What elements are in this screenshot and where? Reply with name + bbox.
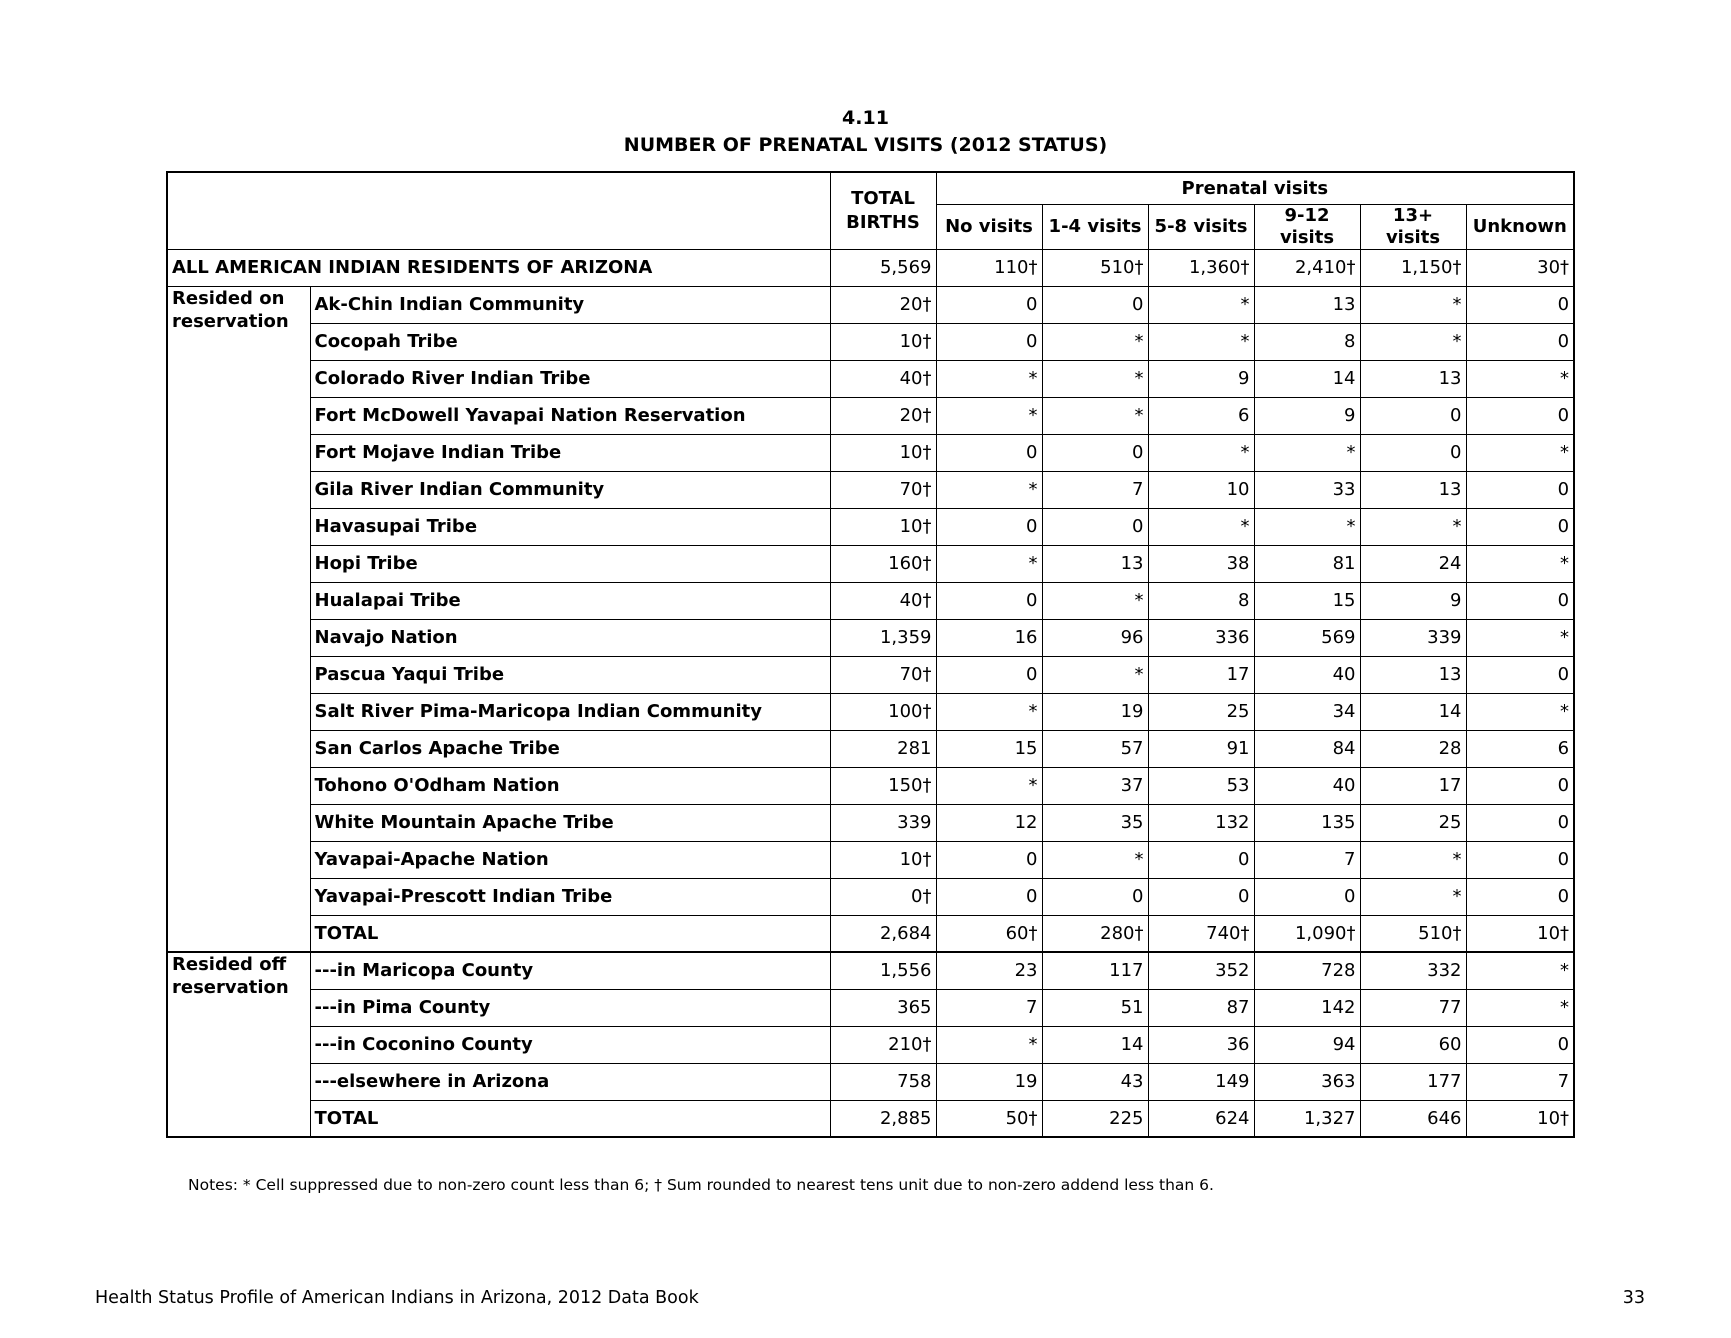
row-label: TOTAL — [310, 915, 830, 952]
table-cell: 7 — [1466, 1063, 1574, 1100]
table-cell: 24 — [1360, 545, 1466, 582]
header-col-3: 9-12 visits — [1254, 204, 1360, 249]
row-label: Tohono O'Odham Nation — [310, 767, 830, 804]
table-cell: 9 — [1360, 582, 1466, 619]
row-label: ---in Coconino County — [310, 1026, 830, 1063]
row-label: Fort McDowell Yavapai Nation Reservation — [310, 397, 830, 434]
table-cell: 100† — [830, 693, 936, 730]
table-cell: 142 — [1254, 989, 1360, 1026]
row-label: ---in Pima County — [310, 989, 830, 1026]
table-row — [167, 1026, 1574, 1063]
table-cell: 0 — [1466, 878, 1574, 915]
table-row — [167, 323, 1574, 360]
table-cell: 0 — [1466, 841, 1574, 878]
table-number: 4.11 — [842, 107, 889, 129]
row-label: White Mountain Apache Tribe — [310, 804, 830, 841]
prenatal-visits-table — [166, 171, 1575, 1138]
table-cell: * — [1466, 434, 1574, 471]
table-cell: 43 — [1042, 1063, 1148, 1100]
table-cell: * — [1360, 508, 1466, 545]
table-cell: 19 — [1042, 693, 1148, 730]
table-cell: 110† — [936, 249, 1042, 286]
header-blank — [167, 172, 830, 249]
table-cell: 7 — [1254, 841, 1360, 878]
table-cell: 10† — [830, 434, 936, 471]
table-cell: 1,359 — [830, 619, 936, 656]
table-cell: 510† — [1360, 915, 1466, 952]
table-cell: 0 — [1148, 878, 1254, 915]
table-cell: 2,885 — [830, 1100, 936, 1137]
table-cell: 1,150† — [1360, 249, 1466, 286]
table-cell: 0 — [1466, 767, 1574, 804]
table-cell: * — [1254, 508, 1360, 545]
table-cell: 0 — [936, 582, 1042, 619]
row-label: Salt River Pima-Maricopa Indian Community — [310, 693, 830, 730]
table-cell: * — [1466, 693, 1574, 730]
table-cell: 7 — [1042, 471, 1148, 508]
table-cell: 5,569 — [830, 249, 936, 286]
table-cell: 34 — [1254, 693, 1360, 730]
table-cell: 23 — [936, 952, 1042, 989]
table-row — [167, 767, 1574, 804]
table-cell: 40† — [830, 360, 936, 397]
group-label: Resided off reservation — [167, 952, 310, 1137]
table-cell: * — [936, 360, 1042, 397]
row-label: Hualapai Tribe — [310, 582, 830, 619]
table-cell: 150† — [830, 767, 936, 804]
header-col-2: 5-8 visits — [1148, 204, 1254, 249]
table-cell: 51 — [1042, 989, 1148, 1026]
table-cell: * — [1148, 508, 1254, 545]
table-cell: * — [1360, 286, 1466, 323]
table-row — [167, 878, 1574, 915]
row-label: Hopi Tribe — [310, 545, 830, 582]
table-cell: 10† — [1466, 1100, 1574, 1137]
table-cell: 0 — [936, 508, 1042, 545]
table-cell: * — [1466, 989, 1574, 1026]
row-label: Pascua Yaqui Tribe — [310, 656, 830, 693]
table-cell: 77 — [1360, 989, 1466, 1026]
table-cell: * — [1042, 656, 1148, 693]
table-cell: 15 — [936, 730, 1042, 767]
table-cell: 10 — [1148, 471, 1254, 508]
table-cell: 10† — [1466, 915, 1574, 952]
table-cell: 0 — [1466, 656, 1574, 693]
table-title — [0, 105, 1731, 159]
table-cell: 0 — [1466, 286, 1574, 323]
table-cell: 740† — [1148, 915, 1254, 952]
table-cell: 17 — [1360, 767, 1466, 804]
table-cell: 2,410† — [1254, 249, 1360, 286]
table-cell: 0 — [936, 286, 1042, 323]
table-cell: 91 — [1148, 730, 1254, 767]
table-cell: 177 — [1360, 1063, 1466, 1100]
table-cell: 0 — [1466, 397, 1574, 434]
header-total-births: TOTAL BIRTHS — [830, 172, 936, 249]
header-col-4: 13+ visits — [1360, 204, 1466, 249]
table-cell: 70† — [830, 471, 936, 508]
table-cell: 84 — [1254, 730, 1360, 767]
table-cell: 728 — [1254, 952, 1360, 989]
table-cell: 149 — [1148, 1063, 1254, 1100]
table-cell: * — [1466, 619, 1574, 656]
table-cell: * — [1360, 323, 1466, 360]
table-cell: 117 — [1042, 952, 1148, 989]
table-cell: 0 — [1042, 434, 1148, 471]
table-cell: 624 — [1148, 1100, 1254, 1137]
row-label: ---elsewhere in Arizona — [310, 1063, 830, 1100]
table-cell: 160† — [830, 545, 936, 582]
table-cell: * — [1148, 323, 1254, 360]
table-cell: 57 — [1042, 730, 1148, 767]
table-cell: 70† — [830, 656, 936, 693]
row-label: Havasupai Tribe — [310, 508, 830, 545]
table-cell: * — [936, 397, 1042, 434]
table-cell: * — [936, 693, 1042, 730]
table-cell: 281 — [830, 730, 936, 767]
table-cell: 17 — [1148, 656, 1254, 693]
table-cell: 0 — [1466, 471, 1574, 508]
table-cell: 38 — [1148, 545, 1254, 582]
table-cell: 0 — [1466, 1026, 1574, 1063]
table-cell: 0 — [1042, 286, 1148, 323]
table-cell: 9 — [1254, 397, 1360, 434]
table-cell: 280† — [1042, 915, 1148, 952]
table-cell: 81 — [1254, 545, 1360, 582]
table-notes: Notes: * Cell suppressed due to non-zero count less than 6; † Sum rounded to nearest tens unit due to non-zero addend less than 6. — [188, 1176, 1214, 1194]
table-cell: 0 — [1042, 508, 1148, 545]
table-cell: 13 — [1254, 286, 1360, 323]
table-cell: * — [1042, 582, 1148, 619]
table-cell: 646 — [1360, 1100, 1466, 1137]
table-cell: * — [1148, 434, 1254, 471]
table-cell: 87 — [1148, 989, 1254, 1026]
header-col-5: Unknown — [1466, 204, 1574, 249]
table-cell: * — [936, 1026, 1042, 1063]
table-cell: * — [1042, 360, 1148, 397]
table-cell: 8 — [1148, 582, 1254, 619]
table-cell: 0 — [936, 878, 1042, 915]
table-row — [167, 1063, 1574, 1100]
header-col-1: 1-4 visits — [1042, 204, 1148, 249]
table-cell: * — [1042, 397, 1148, 434]
table-cell: 14 — [1042, 1026, 1148, 1063]
table-cell: * — [1148, 286, 1254, 323]
header-col-0: No visits — [936, 204, 1042, 249]
table-cell: 12 — [936, 804, 1042, 841]
table-cell: 60† — [936, 915, 1042, 952]
row-label: San Carlos Apache Tribe — [310, 730, 830, 767]
table-row — [167, 841, 1574, 878]
table-cell: 14 — [1360, 693, 1466, 730]
row-label: Gila River Indian Community — [310, 471, 830, 508]
row-label: TOTAL — [310, 1100, 830, 1137]
table-row — [167, 582, 1574, 619]
table-cell: 2,684 — [830, 915, 936, 952]
table-row — [167, 434, 1574, 471]
table-cell: 1,556 — [830, 952, 936, 989]
table-cell: 13 — [1360, 360, 1466, 397]
table-cell: 758 — [830, 1063, 936, 1100]
table-cell: 10† — [830, 323, 936, 360]
table-cell: 339 — [830, 804, 936, 841]
table-cell: 210† — [830, 1026, 936, 1063]
page-number: 33 — [1622, 1288, 1645, 1308]
table-cell: 13 — [1042, 545, 1148, 582]
row-label: Navajo Nation — [310, 619, 830, 656]
table-cell: 25 — [1148, 693, 1254, 730]
table-row — [167, 545, 1574, 582]
table-cell: 0 — [1148, 841, 1254, 878]
table-cell: 20† — [830, 397, 936, 434]
table-cell: * — [1254, 434, 1360, 471]
table-cell: * — [936, 767, 1042, 804]
table-cell: 10† — [830, 841, 936, 878]
table-cell: 0 — [936, 323, 1042, 360]
table-cell: 28 — [1360, 730, 1466, 767]
table-row — [167, 989, 1574, 1026]
row-label: ALL AMERICAN INDIAN RESIDENTS OF ARIZONA — [167, 249, 830, 286]
table-cell: * — [1360, 878, 1466, 915]
table-cell: * — [1466, 952, 1574, 989]
table-cell: 37 — [1042, 767, 1148, 804]
table-cell: 569 — [1254, 619, 1360, 656]
table-row — [167, 360, 1574, 397]
table-cell: 365 — [830, 989, 936, 1026]
table-cell: 16 — [936, 619, 1042, 656]
table-row — [167, 397, 1574, 434]
table-cell: 0 — [1466, 323, 1574, 360]
table-cell: 225 — [1042, 1100, 1148, 1137]
group-label: Resided on reservation — [167, 286, 310, 952]
table-cell: 0 — [1254, 878, 1360, 915]
table-cell: * — [1360, 841, 1466, 878]
table-cell: 1,090† — [1254, 915, 1360, 952]
table-row — [167, 730, 1574, 767]
table-cell: 352 — [1148, 952, 1254, 989]
table-cell: 135 — [1254, 804, 1360, 841]
table-cell: 363 — [1254, 1063, 1360, 1100]
table-cell: 40† — [830, 582, 936, 619]
table-cell: 36 — [1148, 1026, 1254, 1063]
table-cell: 339 — [1360, 619, 1466, 656]
table-row — [167, 656, 1574, 693]
table-cell: 6 — [1148, 397, 1254, 434]
table-cell: 0 — [1466, 582, 1574, 619]
table-cell: 10† — [830, 508, 936, 545]
table-cell: 0 — [1360, 434, 1466, 471]
table-cell: 19 — [936, 1063, 1042, 1100]
table-row — [167, 471, 1574, 508]
table-cell: 336 — [1148, 619, 1254, 656]
table-cell: 0 — [936, 434, 1042, 471]
table-cell: 94 — [1254, 1026, 1360, 1063]
table-cell: 14 — [1254, 360, 1360, 397]
table-cell: 8 — [1254, 323, 1360, 360]
table-cell: * — [936, 471, 1042, 508]
table-row — [167, 619, 1574, 656]
total-row — [167, 915, 1574, 952]
row-label: Fort Mojave Indian Tribe — [310, 434, 830, 471]
table-cell: 332 — [1360, 952, 1466, 989]
table-cell: 25 — [1360, 804, 1466, 841]
footer-title: Health Status Profile of American Indians in Arizona, 2012 Data Book — [95, 1288, 699, 1308]
header-prenatal-visits: Prenatal visits — [936, 172, 1574, 204]
row-label: Yavapai-Apache Nation — [310, 841, 830, 878]
table-cell: 510† — [1042, 249, 1148, 286]
table-cell: 0 — [1466, 804, 1574, 841]
table-cell: 53 — [1148, 767, 1254, 804]
table-row — [167, 286, 1574, 323]
table-cell: * — [1042, 323, 1148, 360]
table-row — [167, 804, 1574, 841]
table-cell: 9 — [1148, 360, 1254, 397]
table-row — [167, 249, 1574, 286]
table-cell: 50† — [936, 1100, 1042, 1137]
table-cell: * — [1042, 841, 1148, 878]
table-cell: 40 — [1254, 767, 1360, 804]
table-cell: 15 — [1254, 582, 1360, 619]
table-cell: 0 — [1466, 508, 1574, 545]
row-label: Colorado River Indian Tribe — [310, 360, 830, 397]
table-cell: 20† — [830, 286, 936, 323]
table-cell: 13 — [1360, 656, 1466, 693]
table-cell: 1,327 — [1254, 1100, 1360, 1137]
table-cell: 6 — [1466, 730, 1574, 767]
row-label: ---in Maricopa County — [310, 952, 830, 989]
table-cell: 7 — [936, 989, 1042, 1026]
table-row — [167, 508, 1574, 545]
table-cell: 0† — [830, 878, 936, 915]
table-cell: * — [1466, 360, 1574, 397]
table-cell: 132 — [1148, 804, 1254, 841]
table-cell: * — [936, 545, 1042, 582]
table-cell: 96 — [1042, 619, 1148, 656]
table-cell: 35 — [1042, 804, 1148, 841]
table-cell: 0 — [936, 656, 1042, 693]
table-cell: 0 — [1360, 397, 1466, 434]
table-cell: * — [1466, 545, 1574, 582]
table-cell: 1,360† — [1148, 249, 1254, 286]
table-cell: 13 — [1360, 471, 1466, 508]
row-label: Yavapai-Prescott Indian Tribe — [310, 878, 830, 915]
table-cell: 0 — [936, 841, 1042, 878]
table-cell: 40 — [1254, 656, 1360, 693]
row-label: Cocopah Tribe — [310, 323, 830, 360]
table-cell: 0 — [1042, 878, 1148, 915]
table-cell: 33 — [1254, 471, 1360, 508]
table-cell: 60 — [1360, 1026, 1466, 1063]
row-label: Ak-Chin Indian Community — [310, 286, 830, 323]
table-row — [167, 952, 1574, 989]
table-heading: NUMBER OF PRENATAL VISITS (2012 STATUS) — [623, 134, 1108, 156]
table-cell: 30† — [1466, 249, 1574, 286]
table-row — [167, 693, 1574, 730]
total-row — [167, 1100, 1574, 1137]
